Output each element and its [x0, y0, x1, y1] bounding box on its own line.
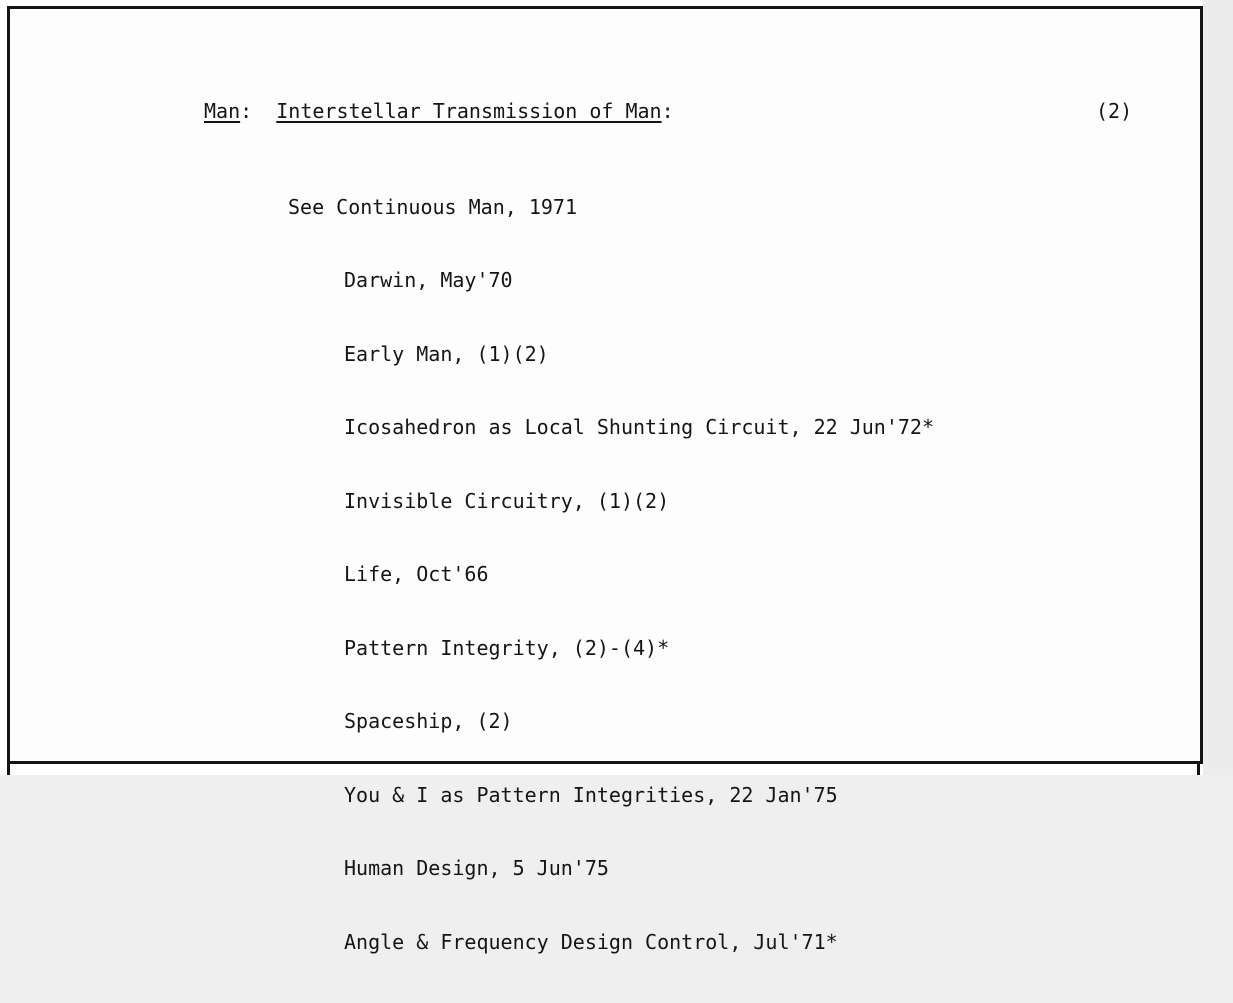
reference-item: Early Man, (1)(2) — [344, 341, 549, 366]
reference-item: Continuous Man, 1971 — [336, 195, 577, 219]
index-card — [7, 6, 1203, 954]
heading-term-colon: : — [240, 99, 253, 123]
card-number: (2) — [1096, 99, 1133, 123]
heading-term: Man — [204, 99, 241, 123]
reference-item: You & I as Pattern Integrities, 22 Jan'75 — [344, 782, 838, 807]
reference-item: Invisible Circuitry, (1)(2) — [344, 488, 670, 513]
reference-item: Icosahedron as Local Shunting Circuit, 22 Jun'72* — [344, 415, 935, 439]
see-reference-list — [344, 219, 934, 1003]
page-margin — [1203, 0, 1233, 775]
heading-subterm: Interstellar Transmission of Man — [276, 99, 662, 123]
reference-item: Pattern Integrity, (2)-(4)* — [344, 635, 670, 660]
reference-item: Angle & Frequency Design Control, Jul'71* — [344, 929, 838, 954]
reference-item: Spaceship, (2) — [344, 709, 513, 733]
card-heading — [204, 99, 674, 124]
see-reference-first — [288, 195, 577, 220]
heading-subterm-colon: : — [661, 99, 674, 123]
see-prefix: See — [288, 195, 325, 219]
reference-item: Human Design, 5 Jun'75 — [344, 856, 609, 880]
next-card-edge — [7, 764, 1200, 775]
reference-item: Life, Oct'66 — [344, 562, 489, 586]
card-heading-row — [10, 99, 1200, 125]
reference-item: Darwin, May'70 — [344, 268, 513, 292]
